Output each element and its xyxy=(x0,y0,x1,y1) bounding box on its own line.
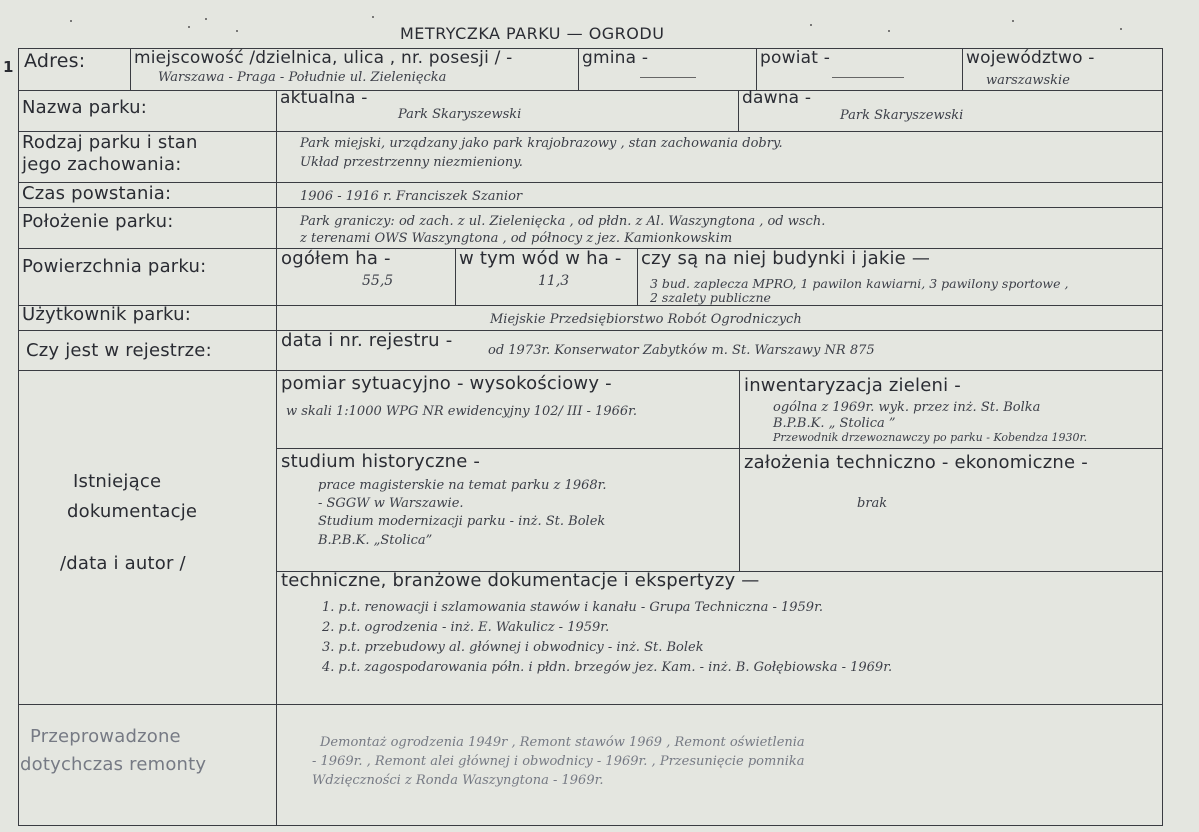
powiat-label: powiat - xyxy=(760,48,831,68)
history-study-value-4: B.P.B.K. „Stolica” xyxy=(318,533,433,548)
inventory-value-3: Przewodnik drzewoznawczy po parku - Kobendza 1930r. xyxy=(773,431,1088,444)
buildings-value-1: 3 bud. zaplecza MPRO, 1 pawilon kawiarni, 3 pawilony sportowe , xyxy=(650,276,1069,291)
current-name-value: Park Skaryszewski xyxy=(398,107,522,122)
total-area-label: ogółem ha - xyxy=(281,248,391,269)
tech-econ-label: założenia techniczno - ekonomiczne - xyxy=(744,452,1088,473)
creation-time-value: 1906 - 1916 r. Franciszek Szanior xyxy=(300,189,523,204)
creation-time-label: Czas powstania: xyxy=(22,183,172,204)
locality-value: Warszawa - Praga - Południe ul. Zielenięcka xyxy=(158,70,447,85)
inventory-value-1: ogólna z 1969r. wyk. przez inż. St. Bolka xyxy=(773,400,1041,415)
buildings-value-2: 2 szalety publiczne xyxy=(650,290,771,305)
park-type-label-1: Rodzaj parku i stan xyxy=(22,132,198,153)
gmina-label: gmina - xyxy=(582,48,649,68)
water-area-label: w tym wód w ha - xyxy=(459,248,622,269)
existing-docs-label-3: /data i autor / xyxy=(60,553,186,574)
repairs-value-1: Demontaż ogrodzenia 1949r , Remont stawów 1969 , Remont oświetlenia xyxy=(320,735,805,750)
technical-doc-item: 1. p.t. renowacji i szlamowania stawów i kanału - Grupa Techniczna - 1959r. xyxy=(322,600,824,615)
water-area-value: 11,3 xyxy=(538,273,570,289)
park-user-value: Miejskie Przedsiębiorstwo Robót Ogrodniczych xyxy=(490,312,802,327)
page-number: 1 xyxy=(3,58,14,76)
repairs-value-2: - 1969r. , Remont alei głównej i obwodnicy - 1969r. , Przesunięcie pomnika xyxy=(312,754,805,769)
inventory-value-2: B.P.B.K. „ Stolica ” xyxy=(773,416,896,431)
history-study-value-1: prace magisterskie na temat parku z 1968r. xyxy=(318,478,607,493)
technical-doc-item: 2. p.t. ogrodzenia - inż. E. Wakulicz - 1959r. xyxy=(322,620,610,635)
address-label: Adres: xyxy=(24,50,86,72)
register-label: Czy jest w rejestrze: xyxy=(26,340,212,361)
document-title: METRYCZKA PARKU — OGRODU xyxy=(400,24,665,43)
tech-econ-value: brak xyxy=(857,496,888,511)
register-date-value: od 1973r. Konserwator Zabytków m. St. Warszawy NR 875 xyxy=(488,343,875,358)
former-name-value: Park Skaryszewski xyxy=(840,108,964,123)
history-study-label: studium historyczne - xyxy=(281,451,481,472)
former-name-label: dawna - xyxy=(742,88,812,108)
park-type-label-2: jego zachowania: xyxy=(22,154,182,175)
repairs-value-3: Wdzięczności z Ronda Waszyngtona - 1969r. xyxy=(312,773,604,788)
survey-value: w skali 1:1000 WPG NR ewidencyjny 102/ III - 1966r. xyxy=(286,404,638,419)
existing-docs-label-2: dokumentacje xyxy=(67,501,198,522)
existing-docs-label-1: Istniejące xyxy=(73,471,162,492)
location-label: Położenie parku: xyxy=(22,211,174,232)
history-study-value-2: - SGGW w Warszawie. xyxy=(318,496,464,511)
survey-label: pomiar sytuacyjno - wysokościowy - xyxy=(281,373,612,394)
locality-label: miejscowość /dzielnica, ulica , nr. posesji / - xyxy=(134,48,513,68)
technical-docs-label: techniczne, branżowe dokumentacje i ekspertyzy — xyxy=(281,570,760,591)
voivodeship-value: warszawskie xyxy=(986,73,1070,88)
location-value-1: Park graniczy: od zach. z ul. Zielenięcka , od płdn. z Al. Waszyngtona , od wsch. xyxy=(300,214,826,229)
current-name-label: aktualna - xyxy=(280,88,368,108)
inventory-label: inwentaryzacja zieleni - xyxy=(744,375,961,396)
total-area-value: 55,5 xyxy=(362,273,394,289)
park-type-value-2: Układ przestrzenny niezmieniony. xyxy=(300,155,523,170)
repairs-label-2: dotychczas remonty xyxy=(20,754,207,775)
park-name-label: Nazwa parku: xyxy=(22,97,148,118)
park-user-label: Użytkownik parku: xyxy=(22,304,192,325)
history-study-value-3: Studium modernizacji parku - inż. St. Bolek xyxy=(318,514,606,529)
technical-doc-item: 3. p.t. przebudowy al. głównej i obwodnicy - inż. St. Bolek xyxy=(322,640,704,655)
park-type-value-1: Park miejski, urządzany jako park krajobrazowy , stan zachowania dobry. xyxy=(300,136,783,151)
register-date-label: data i nr. rejestru - xyxy=(281,330,453,351)
location-value-2: z terenami OWS Waszyngtona , od północy z jez. Kamionkowskim xyxy=(300,231,733,246)
buildings-label: czy są na niej budynki i jakie — xyxy=(641,248,931,269)
technical-doc-item: 4. p.t. zagospodarowania półn. i płdn. brzegów jez. Kam. - inż. B. Gołębiowska - 1969r. xyxy=(322,660,893,675)
area-label: Powierzchnia parku: xyxy=(22,256,207,277)
repairs-label-1: Przeprowadzone xyxy=(30,726,181,747)
voivodeship-label: województwo - xyxy=(966,48,1095,68)
